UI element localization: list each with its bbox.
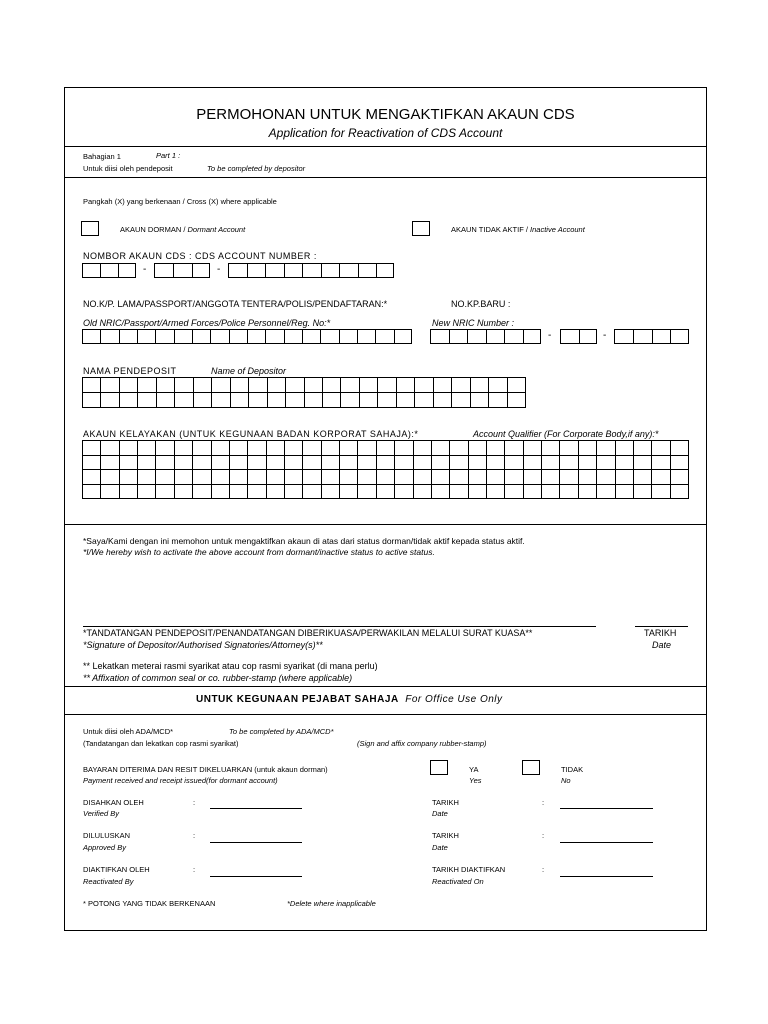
grid-cell[interactable] [101, 378, 119, 393]
grid-cell[interactable] [138, 378, 156, 393]
payment-no-checkbox[interactable] [522, 760, 540, 775]
form-frame [64, 87, 707, 931]
no-label-en: No [561, 776, 571, 785]
grid-cell[interactable] [432, 441, 450, 456]
grid-cell[interactable] [634, 485, 652, 500]
divider [65, 524, 706, 525]
grid-cell[interactable] [634, 470, 652, 485]
grid-cell[interactable] [303, 470, 321, 485]
dormant-account-checkbox[interactable] [81, 221, 99, 236]
grid-cell[interactable] [230, 441, 248, 456]
grid-cell[interactable] [248, 456, 266, 471]
seal-note-bm: ** Lekatkan meterai rasmi syarikat atau cop rasmi syarikat (di mana perlu) [83, 661, 378, 671]
grid-cell[interactable] [138, 470, 156, 485]
cds-dash: - [143, 264, 147, 275]
grid-cell[interactable] [489, 393, 507, 408]
grid-cell[interactable] [212, 485, 230, 500]
grid-cell[interactable] [120, 456, 138, 471]
verified-date-label-en: Date [432, 809, 448, 818]
divider [65, 146, 706, 147]
office-use-heading [196, 694, 503, 705]
nric-dash: - [603, 330, 607, 341]
grid-cell[interactable] [377, 470, 395, 485]
office-untuk-en: To be completed by ADA/MCD* [229, 727, 334, 736]
grid-cell[interactable] [524, 441, 542, 456]
grid-cell[interactable] [138, 485, 156, 500]
grid-cell[interactable] [471, 378, 489, 393]
grid-cell[interactable] [505, 441, 523, 456]
approved-date-field[interactable] [560, 842, 653, 843]
approved-by-field[interactable] [210, 842, 302, 843]
grid-cell[interactable] [358, 485, 376, 500]
grid-cell[interactable] [542, 441, 560, 456]
grid-cell[interactable] [231, 378, 249, 393]
dormant-label-en: Dormant Account [187, 225, 246, 234]
signature-label-en: *Signature of Depositor/Authorised Signatories/Attorney(s)** [83, 640, 323, 650]
grid-cell[interactable] [267, 456, 285, 471]
grid-cell[interactable] [395, 470, 413, 485]
cds-number-field-3[interactable] [228, 263, 394, 278]
grid-cell[interactable] [120, 378, 138, 393]
grid-cell[interactable] [395, 456, 413, 471]
grid-cell[interactable] [101, 441, 119, 456]
grid-cell[interactable] [341, 393, 359, 408]
grid-cell[interactable] [469, 456, 487, 471]
grid-cell[interactable] [560, 456, 578, 471]
grid-cell[interactable] [305, 393, 323, 408]
grid-cell[interactable] [230, 485, 248, 500]
grid-cell[interactable] [616, 485, 634, 500]
grid-cell[interactable] [450, 485, 468, 500]
old-nric-field[interactable] [82, 329, 412, 344]
verified-by-field[interactable] [210, 808, 302, 809]
grid-cell[interactable] [285, 470, 303, 485]
grid-cell[interactable] [193, 485, 211, 500]
grid-cell[interactable] [377, 441, 395, 456]
grid-cell[interactable] [101, 456, 119, 471]
divider [65, 686, 706, 687]
grid-cell[interactable] [268, 393, 286, 408]
grid-cell[interactable] [303, 456, 321, 471]
grid-cell[interactable] [212, 393, 230, 408]
grid-cell[interactable] [508, 378, 526, 393]
office-sign-bm: (Tandatangan dan lekatkan cop rasmi syarikat) [83, 739, 239, 748]
grid-cell[interactable] [452, 378, 470, 393]
grid-cell[interactable] [508, 393, 526, 408]
grid-cell[interactable] [634, 456, 652, 471]
grid-cell[interactable] [157, 393, 175, 408]
grid-cell[interactable] [560, 441, 578, 456]
grid-cell[interactable] [616, 441, 634, 456]
part-label: Part 1 : [156, 151, 181, 160]
grid-cell[interactable] [157, 378, 175, 393]
grid-cell[interactable] [450, 441, 468, 456]
grid-cell[interactable] [432, 470, 450, 485]
grid-cell[interactable] [358, 456, 376, 471]
verified-date-field[interactable] [560, 808, 653, 809]
grid-cell[interactable] [156, 456, 174, 471]
approved-label-en: Approved By [83, 843, 126, 852]
part-to-be-completed: To be completed by depositor [207, 164, 306, 173]
grid-cell[interactable] [505, 470, 523, 485]
grid-cell[interactable] [671, 470, 689, 485]
footnote-bm: * POTONG YANG TIDAK BERKENAAN [83, 899, 216, 908]
grid-cell[interactable] [286, 378, 304, 393]
approved-label-bm: DILULUSKAN [83, 831, 131, 840]
grid-cell[interactable] [194, 393, 212, 408]
reactivated-date-field[interactable] [560, 876, 653, 877]
form-subtitle: Application for Reactivation of CDS Account [268, 126, 503, 140]
grid-cell[interactable] [579, 441, 597, 456]
grid-cell[interactable] [415, 393, 433, 408]
grid-cell[interactable] [652, 470, 670, 485]
grid-cell[interactable] [395, 441, 413, 456]
grid-cell[interactable] [579, 485, 597, 500]
payment-label-en: Payment received and receipt issued(for dormant account) [83, 776, 278, 785]
grid-cell[interactable] [341, 378, 359, 393]
grid-cell[interactable] [634, 441, 652, 456]
grid-cell[interactable] [120, 485, 138, 500]
grid-cell[interactable] [248, 485, 266, 500]
grid-cell[interactable] [120, 393, 138, 408]
grid-cell[interactable] [175, 441, 193, 456]
grid-cell[interactable] [83, 441, 101, 456]
grid-cell[interactable] [322, 470, 340, 485]
payment-label-bm: BAYARAN DITERIMA DAN RESIT DIKELUARKAN (untuk akaun dorman) [83, 765, 328, 774]
grid-cell[interactable] [471, 393, 489, 408]
grid-cell[interactable] [452, 393, 470, 408]
grid-cell[interactable] [524, 485, 542, 500]
yes-label-bm: YA [469, 765, 479, 774]
grid-cell[interactable] [652, 441, 670, 456]
grid-cell[interactable] [285, 456, 303, 471]
grid-cell[interactable] [248, 441, 266, 456]
account-qualifier-grid[interactable] [82, 440, 689, 499]
grid-cell[interactable] [230, 456, 248, 471]
account-qualifier-label: AKAUN KELAYAKAN (UNTUK KEGUNAAN BADAN KORPORAT SAHAJA):* [83, 429, 419, 439]
grid-cell[interactable] [175, 470, 193, 485]
grid-cell[interactable] [83, 470, 101, 485]
grid-cell[interactable] [487, 485, 505, 500]
grid-cell[interactable] [432, 456, 450, 471]
verified-label-bm: DISAHKAN OLEH [83, 798, 144, 807]
grid-cell[interactable] [450, 470, 468, 485]
grid-cell[interactable] [671, 441, 689, 456]
verified-date-colon: : [542, 798, 545, 807]
grid-cell[interactable] [560, 485, 578, 500]
reactivated-by-field[interactable] [210, 876, 302, 877]
grid-cell[interactable] [101, 393, 119, 408]
office-heading-bm: UNTUK KEGUNAAN PEJABAT SAHAJA [196, 694, 399, 705]
grid-cell[interactable] [340, 441, 358, 456]
divider [65, 714, 706, 715]
grid-cell[interactable] [489, 378, 507, 393]
grid-cell[interactable] [323, 393, 341, 408]
grid-cell[interactable] [487, 470, 505, 485]
reactivated-date-colon: : [542, 865, 545, 874]
grid-cell[interactable] [267, 485, 285, 500]
grid-cell[interactable] [340, 485, 358, 500]
grid-cell[interactable] [231, 393, 249, 408]
grid-cell[interactable] [378, 378, 396, 393]
grid-cell[interactable] [212, 456, 230, 471]
grid-cell[interactable] [560, 470, 578, 485]
grid-cell[interactable] [360, 378, 378, 393]
grid-cell[interactable] [542, 470, 560, 485]
grid-cell[interactable] [101, 470, 119, 485]
inactive-label-en: Inactive Account [530, 225, 585, 234]
signature-date-label: TARIKH [644, 628, 677, 638]
grid-cell[interactable] [397, 393, 415, 408]
grid-cell[interactable] [597, 456, 615, 471]
new-nric-label: NO.KP.BARU : [451, 299, 511, 309]
account-qualifier-label-en: Account Qualifier (For Corporate Body,if any):* [473, 429, 659, 439]
grid-cell[interactable] [432, 485, 450, 500]
grid-cell[interactable] [414, 485, 432, 500]
grid-cell[interactable] [212, 441, 230, 456]
grid-cell[interactable] [505, 485, 523, 500]
grid-cell[interactable] [434, 393, 452, 408]
grid-cell[interactable] [524, 456, 542, 471]
grid-cell[interactable] [175, 485, 193, 500]
reactivated-date-label-en: Reactivated On [432, 877, 484, 886]
declaration-en: *I/We hereby wish to activate the above account from dormant/inactive status to active status. [83, 547, 435, 557]
grid-cell[interactable] [120, 441, 138, 456]
grid-cell[interactable] [303, 441, 321, 456]
grid-cell[interactable] [212, 378, 230, 393]
declaration-bm: *Saya/Kami dengan ini memohon untuk mengaktifkan akaun di atas dari status dorman/tidak aktif kepada status aktif. [83, 536, 525, 546]
seal-note-en: ** Affixation of common seal or co. rubber-stamp (where applicable) [83, 673, 353, 683]
signature-label: *TANDATANGAN PENDEPOSIT/PENANDATANGAN DIBERIKUASA/PERWAKILAN MELALUI SURAT KUASA** [83, 628, 533, 638]
grid-cell[interactable] [487, 441, 505, 456]
grid-cell[interactable] [397, 378, 415, 393]
grid-cell[interactable] [469, 485, 487, 500]
verified-date-label-bm: TARIKH [432, 798, 459, 807]
grid-cell[interactable] [358, 441, 376, 456]
grid-cell[interactable] [83, 378, 101, 393]
nric-dash: - [548, 330, 552, 341]
old-nric-label-en: Old NRIC/Passport/Armed Forces/Police Personnel/Reg. No:* [83, 318, 331, 328]
cds-dash: - [217, 264, 221, 275]
reactivated-label-en: Reactivated By [83, 877, 134, 886]
grid-cell[interactable] [377, 456, 395, 471]
grid-cell[interactable] [652, 456, 670, 471]
grid-cell[interactable] [175, 456, 193, 471]
grid-cell[interactable] [285, 441, 303, 456]
cds-number-field-2[interactable] [154, 263, 210, 278]
approved-date-colon: : [542, 831, 545, 840]
grid-cell[interactable] [415, 378, 433, 393]
grid-cell[interactable] [83, 456, 101, 471]
grid-cell[interactable] [340, 470, 358, 485]
grid-cell[interactable] [83, 485, 101, 500]
signature-date-line [635, 626, 688, 627]
depositor-name-label-en: Name of Depositor [211, 366, 287, 376]
grid-cell[interactable] [395, 485, 413, 500]
grid-cell[interactable] [267, 441, 285, 456]
signature-date-label-en: Date [652, 640, 672, 650]
grid-cell[interactable] [212, 470, 230, 485]
grid-cell[interactable] [652, 485, 670, 500]
part-untuk: Untuk diisi oleh pendeposit [83, 164, 173, 173]
grid-cell[interactable] [138, 441, 156, 456]
grid-cell[interactable] [414, 470, 432, 485]
grid-cell[interactable] [616, 470, 634, 485]
form-title: PERMOHONAN UNTUK MENGAKTIFKAN AKAUN CDS [196, 106, 575, 123]
grid-cell[interactable] [542, 456, 560, 471]
reactivated-colon: : [193, 865, 196, 874]
yes-label-en: Yes [469, 776, 482, 785]
part-bahagian: Bahagian 1 [83, 152, 121, 161]
grid-cell[interactable] [156, 485, 174, 500]
new-nric-field-1[interactable] [430, 329, 541, 344]
grid-cell[interactable] [322, 485, 340, 500]
grid-cell[interactable] [303, 485, 321, 500]
grid-cell[interactable] [120, 470, 138, 485]
grid-cell[interactable] [340, 456, 358, 471]
grid-cell[interactable] [138, 393, 156, 408]
cds-number-field-1[interactable] [82, 263, 136, 278]
footnote-en: *Delete where inapplicable [287, 899, 376, 908]
office-heading-en: For Office Use Only [405, 694, 503, 705]
dormant-account-label [120, 225, 245, 234]
old-nric-label: NO.K/P. LAMA/PASSPORT/ANGGOTA TENTERA/POLIS/PENDAFTARAN:* [83, 299, 388, 309]
grid-cell[interactable] [101, 485, 119, 500]
office-sign-en: (Sign and affix company rubber-stamp) [357, 739, 487, 748]
instruction-text: Pangkah (X) yang berkenaan / Cross (X) where applicable [83, 197, 277, 206]
grid-cell[interactable] [175, 378, 193, 393]
dormant-label-bm: AKAUN DORMAN / [120, 225, 188, 234]
grid-cell[interactable] [671, 485, 689, 500]
grid-cell[interactable] [597, 485, 615, 500]
grid-cell[interactable] [193, 441, 211, 456]
verified-colon: : [193, 798, 196, 807]
office-untuk-bm: Untuk diisi oleh ADA/MCD* [83, 727, 174, 736]
grid-cell[interactable] [505, 456, 523, 471]
signature-line [83, 626, 596, 627]
grid-cell[interactable] [268, 378, 286, 393]
grid-cell[interactable] [524, 470, 542, 485]
grid-cell[interactable] [360, 393, 378, 408]
grid-cell[interactable] [322, 441, 340, 456]
inactive-account-checkbox[interactable] [412, 221, 430, 236]
grid-cell[interactable] [542, 485, 560, 500]
payment-yes-checkbox[interactable] [430, 760, 448, 775]
depositor-name-grid[interactable] [82, 377, 526, 408]
divider [65, 177, 706, 178]
new-nric-label-en: New NRIC Number : [432, 318, 515, 328]
grid-cell[interactable] [322, 456, 340, 471]
grid-cell[interactable] [305, 378, 323, 393]
inactive-label-bm: AKAUN TIDAK AKTIF / [451, 225, 531, 234]
grid-cell[interactable] [249, 378, 267, 393]
no-label-bm: TIDAK [561, 765, 584, 774]
grid-cell[interactable] [156, 441, 174, 456]
grid-cell[interactable] [83, 393, 101, 408]
grid-cell[interactable] [414, 456, 432, 471]
grid-cell[interactable] [175, 393, 193, 408]
grid-cell[interactable] [414, 441, 432, 456]
approved-colon: : [193, 831, 196, 840]
grid-cell[interactable] [671, 456, 689, 471]
inactive-account-label [451, 225, 585, 234]
grid-cell[interactable] [249, 393, 267, 408]
new-nric-field-3[interactable] [614, 329, 689, 344]
grid-cell[interactable] [377, 485, 395, 500]
approved-date-label-bm: TARIKH [432, 831, 459, 840]
cds-number-label: NOMBOR AKAUN CDS : CDS ACCOUNT NUMBER : [83, 251, 317, 261]
grid-cell[interactable] [487, 456, 505, 471]
grid-cell[interactable] [193, 456, 211, 471]
grid-cell[interactable] [248, 470, 266, 485]
grid-cell[interactable] [469, 441, 487, 456]
grid-cell[interactable] [597, 470, 615, 485]
grid-cell[interactable] [434, 378, 452, 393]
grid-cell[interactable] [285, 485, 303, 500]
grid-cell[interactable] [597, 441, 615, 456]
grid-cell[interactable] [358, 470, 376, 485]
depositor-name-label: NAMA PENDEPOSIT [83, 366, 177, 376]
grid-cell[interactable] [450, 456, 468, 471]
grid-cell[interactable] [286, 393, 304, 408]
grid-cell[interactable] [378, 393, 396, 408]
new-nric-field-2[interactable] [560, 329, 597, 344]
grid-cell[interactable] [156, 470, 174, 485]
reactivated-date-label-bm: TARIKH DIAKTIFKAN [432, 865, 506, 874]
approved-date-label-en: Date [432, 843, 448, 852]
grid-cell[interactable] [193, 470, 211, 485]
grid-cell[interactable] [267, 470, 285, 485]
grid-cell[interactable] [579, 470, 597, 485]
grid-cell[interactable] [230, 470, 248, 485]
verified-label-en: Verified By [83, 809, 119, 818]
grid-cell[interactable] [469, 470, 487, 485]
grid-cell[interactable] [579, 456, 597, 471]
grid-cell[interactable] [323, 378, 341, 393]
grid-cell[interactable] [616, 456, 634, 471]
grid-cell[interactable] [138, 456, 156, 471]
reactivated-label-bm: DIAKTIFKAN OLEH [83, 865, 150, 874]
grid-cell[interactable] [194, 378, 212, 393]
